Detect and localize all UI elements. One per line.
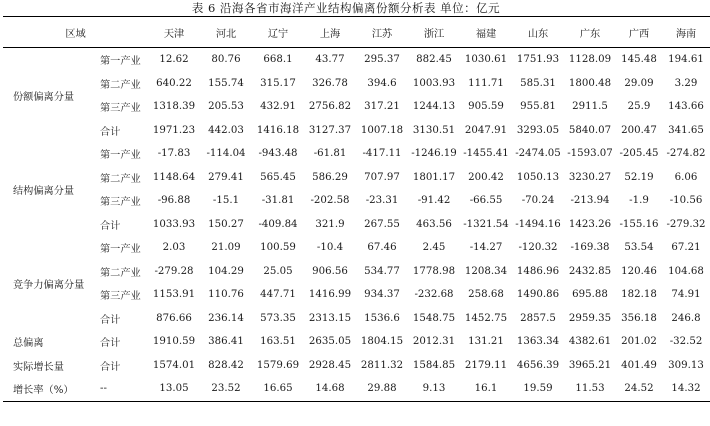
industry-label: 合计 — [100, 361, 121, 373]
value-cell: 2.45 — [422, 242, 446, 254]
value-cell: 309.13 — [668, 359, 704, 371]
table-row — [3, 307, 710, 331]
value-cell: 640.22 — [156, 77, 192, 89]
value-cell: 11.53 — [564, 377, 616, 401]
value-cell: 2911.5 — [572, 101, 608, 113]
value-cell: 182.18 — [621, 289, 657, 301]
value-cell: -279.32 — [666, 218, 706, 230]
value-cell: 1804.15 — [360, 336, 404, 348]
value-cell: 3127.37 — [308, 124, 352, 136]
value-cell: 321.9 — [315, 218, 345, 230]
value-cell: 3.29 — [674, 77, 698, 89]
region-label-text: 竞争力偏离分量 — [13, 279, 85, 291]
table-row — [3, 142, 710, 166]
value-cell: 1416.18 — [256, 124, 300, 136]
value-cell: 201.02 — [621, 336, 657, 348]
value-cell: 67.21 — [671, 242, 701, 254]
table-row — [3, 119, 710, 143]
value-cell: 1801.17 — [412, 171, 456, 183]
value-cell: 155.74 — [208, 77, 244, 89]
value-cell: 67.46 — [367, 242, 397, 254]
industry-label: 第三产业 — [100, 197, 141, 209]
value-cell: 1363.34 — [516, 336, 560, 348]
value-cell: 1574.01 — [152, 359, 196, 371]
value-cell: 934.37 — [364, 289, 400, 301]
region-label — [3, 354, 98, 378]
value-cell: 955.81 — [520, 101, 556, 113]
industry-label: 第一产业 — [100, 244, 141, 256]
value-cell: 110.76 — [208, 289, 244, 301]
value-cell: -1246.19 — [411, 148, 457, 160]
industry-label: 第一产业 — [100, 150, 141, 162]
value-cell: 2756.82 — [308, 101, 352, 113]
region-label-text: 结构偏离分量 — [13, 185, 75, 197]
value-cell: -10.4 — [316, 242, 344, 254]
value-cell: 1318.39 — [152, 101, 196, 113]
value-cell: 1490.86 — [516, 289, 560, 301]
value-cell: 432.91 — [260, 101, 296, 113]
value-cell: -15.1 — [212, 195, 240, 207]
header-row — [3, 17, 710, 48]
value-cell: 1153.91 — [152, 289, 196, 301]
region-label-text: 实际增长量 — [13, 361, 64, 373]
table-caption: 表 6 沿海各省市海洋产业结构偏离份额分析表 单位：亿元 — [191, 1, 501, 15]
value-cell: 2928.45 — [308, 359, 352, 371]
header-province: 浙江 — [408, 17, 460, 48]
industry-label: 第三产业 — [100, 103, 141, 115]
value-cell: 80.76 — [211, 54, 241, 66]
value-cell: 1007.18 — [360, 124, 404, 136]
value-cell: 1416.99 — [308, 289, 352, 301]
value-cell: 267.55 — [364, 218, 400, 230]
value-cell: 565.45 — [260, 171, 296, 183]
value-cell: -14.27 — [469, 242, 503, 254]
value-cell: 16.65 — [252, 377, 304, 401]
value-cell: 2179.11 — [464, 359, 508, 371]
table-header — [3, 17, 710, 48]
value-cell: 1033.93 — [152, 218, 196, 230]
value-cell: 1244.13 — [412, 101, 456, 113]
table-row — [3, 260, 710, 284]
value-cell: 534.77 — [364, 265, 400, 277]
value-cell: 5840.07 — [568, 124, 612, 136]
value-cell: -1321.54 — [463, 218, 509, 230]
value-cell: -61.81 — [313, 148, 347, 160]
value-cell: -169.38 — [570, 242, 610, 254]
value-cell: 586.29 — [312, 171, 348, 183]
table-row — [3, 48, 710, 72]
region-label-text: 增长率（%） — [13, 385, 74, 397]
value-cell: 236.14 — [208, 312, 244, 324]
value-cell: 14.32 — [662, 377, 710, 401]
value-cell: 401.49 — [621, 359, 657, 371]
value-cell: 2857.5 — [520, 312, 556, 324]
value-cell: 111.71 — [468, 77, 504, 89]
value-cell: 1751.93 — [516, 54, 560, 66]
table-row — [3, 354, 710, 378]
value-cell: 74.91 — [671, 289, 701, 301]
value-cell: 1971.23 — [152, 124, 196, 136]
value-cell: 16.1 — [460, 377, 512, 401]
industry-label: 第二产业 — [100, 79, 141, 91]
header-province: 江苏 — [356, 17, 408, 48]
value-cell: -205.45 — [619, 148, 659, 160]
region-label — [3, 377, 98, 401]
value-cell: 2047.91 — [464, 124, 508, 136]
header-province: 山东 — [512, 17, 564, 48]
value-cell: 2012.31 — [412, 336, 456, 348]
header-province: 河北 — [200, 17, 252, 48]
industry-label: -- — [98, 377, 148, 401]
region-label — [3, 48, 98, 143]
region-label-text: 份额偏离分量 — [13, 91, 75, 103]
value-cell: 3293.05 — [516, 124, 560, 136]
value-cell: 163.51 — [260, 336, 296, 348]
shift-share-table — [3, 16, 710, 402]
industry-label: 第二产业 — [100, 267, 141, 279]
value-cell: -2474.05 — [515, 148, 561, 160]
value-cell: -232.68 — [414, 289, 454, 301]
value-cell: -70.24 — [521, 195, 555, 207]
value-cell: 828.42 — [208, 359, 244, 371]
value-cell: 707.97 — [364, 171, 400, 183]
value-cell: 882.45 — [416, 54, 452, 66]
value-cell: 2959.35 — [568, 312, 612, 324]
value-cell: 200.47 — [621, 124, 657, 136]
value-cell: 906.56 — [312, 265, 348, 277]
value-cell: -417.11 — [362, 148, 402, 160]
value-cell: -91.42 — [417, 195, 451, 207]
value-cell: 386.41 — [208, 336, 244, 348]
value-cell: 463.56 — [416, 218, 452, 230]
value-cell: 341.65 — [668, 124, 704, 136]
value-cell: 13.05 — [148, 377, 200, 401]
value-cell: 905.59 — [468, 101, 504, 113]
header-region: 区域 — [3, 17, 148, 48]
value-cell: 25.05 — [263, 265, 293, 277]
value-cell: -155.16 — [619, 218, 659, 230]
value-cell: -1494.16 — [515, 218, 561, 230]
value-cell: 12.62 — [159, 54, 189, 66]
value-cell: 1128.09 — [568, 54, 612, 66]
value-cell: 573.35 — [260, 312, 296, 324]
value-cell: 1548.75 — [412, 312, 456, 324]
value-cell: 4656.39 — [516, 359, 560, 371]
value-cell: 194.61 — [668, 54, 704, 66]
value-cell: 317.21 — [364, 101, 400, 113]
table-row — [3, 166, 710, 190]
value-cell: 279.41 — [208, 171, 244, 183]
value-cell: 1148.64 — [152, 171, 196, 183]
value-cell: 1050.13 — [516, 171, 560, 183]
value-cell: 131.21 — [468, 336, 504, 348]
table-row — [3, 95, 710, 119]
industry-label: 第三产业 — [100, 291, 141, 303]
value-cell: 23.52 — [200, 377, 252, 401]
table-row — [3, 330, 710, 354]
value-cell: 1486.96 — [516, 265, 560, 277]
value-cell: 9.13 — [408, 377, 460, 401]
value-cell: 104.68 — [668, 265, 704, 277]
table-row — [3, 283, 710, 307]
region-label — [3, 330, 98, 354]
header-province: 广东 — [564, 17, 616, 48]
value-cell: -943.48 — [258, 148, 298, 160]
value-cell: 145.48 — [621, 54, 657, 66]
value-cell: 29.09 — [624, 77, 654, 89]
value-cell: 1910.59 — [152, 336, 196, 348]
table-row — [3, 72, 710, 96]
header-province: 福建 — [460, 17, 512, 48]
value-cell: 315.17 — [260, 77, 296, 89]
value-cell: -23.31 — [365, 195, 399, 207]
value-cell: 1452.75 — [464, 312, 508, 324]
value-cell: 150.27 — [208, 218, 244, 230]
value-cell: 104.29 — [208, 265, 244, 277]
value-cell: 447.71 — [260, 289, 296, 301]
value-cell: 205.53 — [208, 101, 244, 113]
industry-label: 合计 — [100, 126, 121, 138]
header-province: 上海 — [304, 17, 356, 48]
value-cell: -409.84 — [258, 218, 298, 230]
value-cell: -17.83 — [157, 148, 191, 160]
industry-label: 第二产业 — [100, 173, 141, 185]
value-cell: 876.66 — [156, 312, 192, 324]
value-cell: 24.52 — [616, 377, 662, 401]
value-cell: -1455.41 — [463, 148, 509, 160]
value-cell: -1.9 — [629, 195, 649, 207]
value-cell: -279.28 — [154, 265, 194, 277]
value-cell: 43.77 — [315, 54, 345, 66]
value-cell: 1579.69 — [256, 359, 300, 371]
header-province: 广西 — [616, 17, 662, 48]
value-cell: -202.58 — [310, 195, 350, 207]
industry-label: 合计 — [100, 220, 121, 232]
header-province: 天津 — [148, 17, 200, 48]
value-cell: 3130.51 — [412, 124, 456, 136]
value-cell: 53.54 — [624, 242, 654, 254]
value-cell: -114.04 — [206, 148, 246, 160]
value-cell: -96.88 — [157, 195, 191, 207]
value-cell: 585.31 — [520, 77, 556, 89]
value-cell: 2313.15 — [308, 312, 352, 324]
value-cell: 52.19 — [624, 171, 654, 183]
value-cell: 295.37 — [364, 54, 400, 66]
value-cell: 1423.26 — [568, 218, 612, 230]
value-cell: 356.18 — [621, 312, 657, 324]
industry-label: 第一产业 — [100, 56, 141, 68]
table-row — [3, 213, 710, 237]
value-cell: 1208.34 — [464, 265, 508, 277]
value-cell: 19.59 — [512, 377, 564, 401]
value-cell: 3965.21 — [568, 359, 612, 371]
value-cell: 2811.32 — [360, 359, 404, 371]
table-body — [3, 48, 710, 402]
value-cell: -10.56 — [669, 195, 703, 207]
value-cell: 4382.61 — [568, 336, 612, 348]
value-cell: 25.9 — [627, 101, 651, 113]
value-cell: 1536.6 — [364, 312, 400, 324]
value-cell: 1778.98 — [412, 265, 456, 277]
value-cell: 29.88 — [356, 377, 408, 401]
value-cell: 21.09 — [211, 242, 241, 254]
value-cell: 1030.61 — [464, 54, 508, 66]
table-row — [3, 377, 710, 401]
value-cell: 1584.85 — [412, 359, 456, 371]
value-cell: 120.46 — [621, 265, 657, 277]
value-cell: -120.32 — [518, 242, 558, 254]
value-cell: 3230.27 — [568, 171, 612, 183]
region-label-text: 总偏离 — [13, 338, 44, 350]
industry-label: 合计 — [100, 314, 121, 326]
value-cell: 258.68 — [468, 289, 504, 301]
value-cell: 695.88 — [572, 289, 608, 301]
value-cell: 143.66 — [668, 101, 704, 113]
value-cell: 2.03 — [162, 242, 186, 254]
value-cell: 14.68 — [304, 377, 356, 401]
value-cell: 1800.48 — [568, 77, 612, 89]
value-cell: 1003.93 — [412, 77, 456, 89]
value-cell: 100.59 — [260, 242, 296, 254]
table-row — [3, 236, 710, 260]
value-cell: 442.03 — [208, 124, 244, 136]
value-cell: -1593.07 — [567, 148, 613, 160]
header-province: 辽宁 — [252, 17, 304, 48]
value-cell: 668.1 — [263, 54, 293, 66]
industry-label: 合计 — [100, 338, 121, 350]
value-cell: -274.82 — [666, 148, 706, 160]
value-cell: 2432.85 — [568, 265, 612, 277]
value-cell: 2635.05 — [308, 336, 352, 348]
table-row — [3, 189, 710, 213]
value-cell: 200.42 — [468, 171, 504, 183]
value-cell: -66.55 — [469, 195, 503, 207]
region-label — [3, 236, 98, 330]
value-cell: -32.52 — [669, 336, 703, 348]
value-cell: 6.06 — [674, 171, 698, 183]
value-cell: -31.81 — [261, 195, 295, 207]
header-province: 海南 — [662, 17, 710, 48]
value-cell: 326.78 — [312, 77, 348, 89]
region-label — [3, 142, 98, 236]
value-cell: -213.94 — [570, 195, 610, 207]
value-cell: 246.8 — [671, 312, 701, 324]
value-cell: 394.6 — [367, 77, 397, 89]
